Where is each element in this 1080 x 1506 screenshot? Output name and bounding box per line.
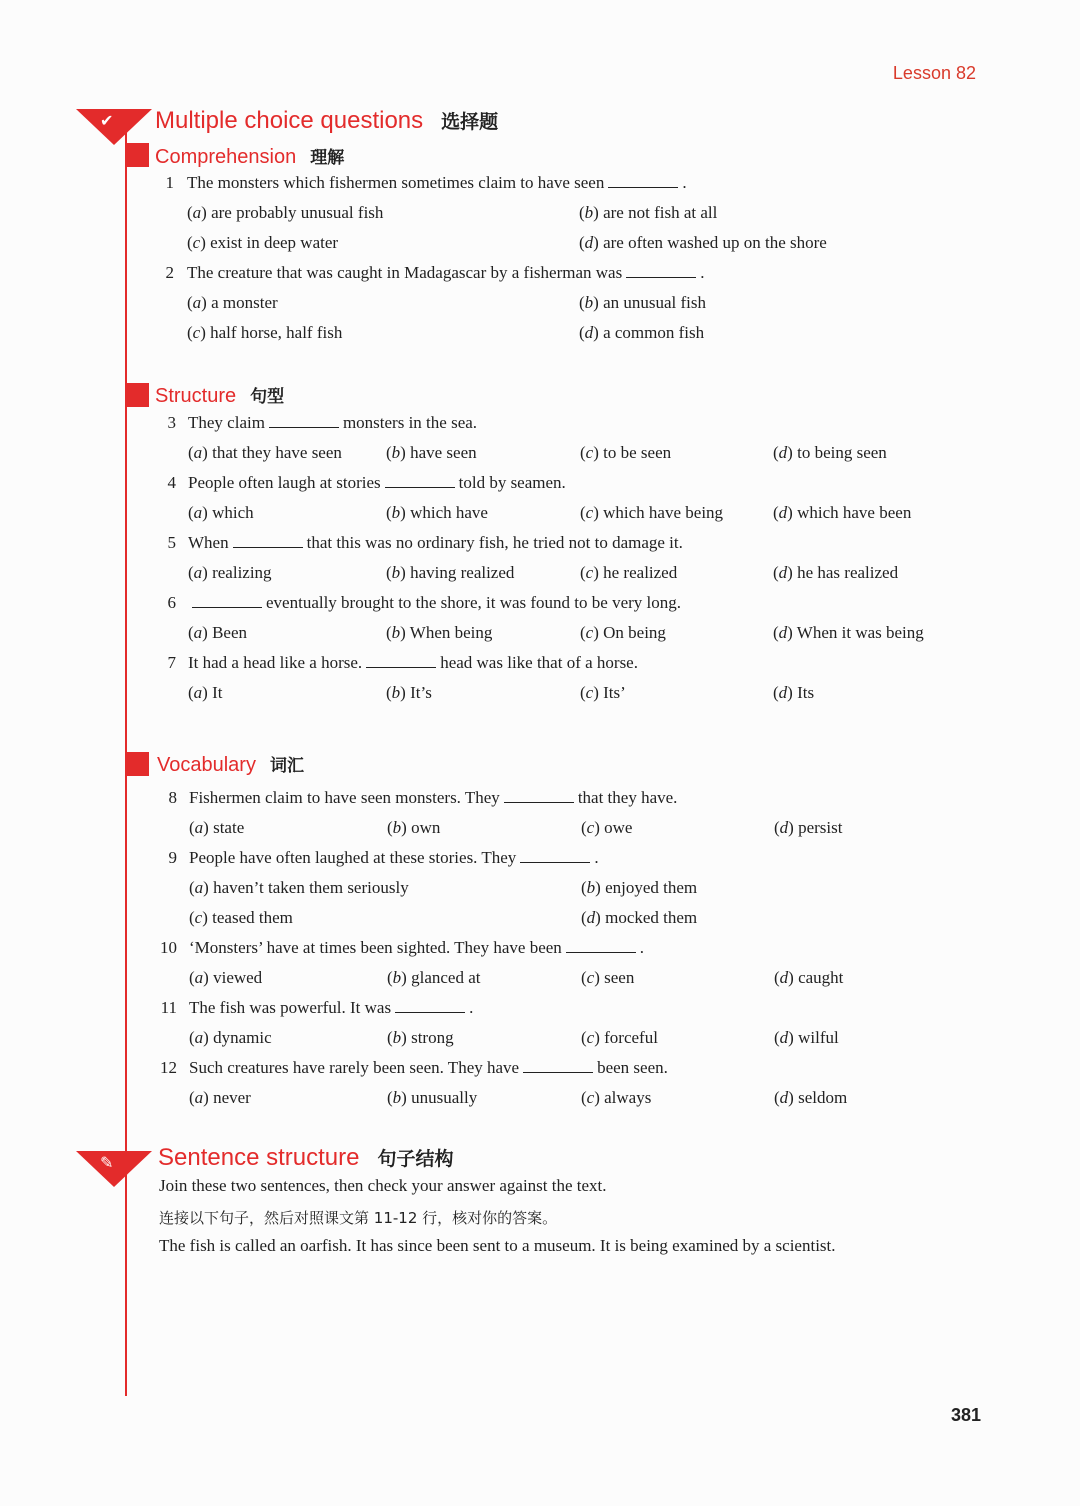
sentence-structure-title xyxy=(158,1144,453,1172)
question-stem-end: that they have. xyxy=(577,788,678,807)
option-text: On being xyxy=(603,623,666,642)
option-text: having realized xyxy=(410,563,515,582)
option-a xyxy=(189,1088,251,1108)
answer-blank xyxy=(233,535,303,548)
question-10 xyxy=(155,938,644,958)
option-letter: (c) xyxy=(187,233,211,252)
answer-blank xyxy=(523,1060,593,1073)
vocabulary-title-text: Vocabulary xyxy=(157,754,256,776)
check-icon: ✔ xyxy=(100,111,114,130)
option-letter: (a) xyxy=(189,968,214,987)
option-c xyxy=(581,968,634,988)
option-letter: (c) xyxy=(580,623,604,642)
answer-blank xyxy=(520,850,590,863)
option-text: which have being xyxy=(603,503,724,522)
pen-icon: ✎ xyxy=(100,1153,114,1172)
option-letter: (a) xyxy=(188,443,213,462)
option-text: he has realized xyxy=(797,563,899,582)
sentence-instruction: Join these two sentences, then check your answer against the text. xyxy=(159,1176,607,1195)
option-b xyxy=(387,1028,454,1048)
option-letter: (a) xyxy=(187,293,212,312)
vocabulary-title-cn: 词汇 xyxy=(269,756,304,776)
option-a xyxy=(188,563,272,583)
option-text: When being xyxy=(409,623,493,642)
question-stem: When xyxy=(188,533,229,552)
answer-blank xyxy=(385,475,455,488)
lesson-label: Lesson 82 xyxy=(892,63,976,83)
structure-title-cn: 句型 xyxy=(250,387,285,407)
question-number: 10 xyxy=(160,938,177,957)
option-b xyxy=(386,563,514,583)
option-letter: (d) xyxy=(773,503,798,522)
question-stem: The monsters which fishermen sometimes claim to have seen xyxy=(187,173,605,192)
comprehension-title-text: Comprehension xyxy=(155,146,297,168)
question-stem-end: eventually brought to the shore, it was found to be very long. xyxy=(266,593,681,612)
option-d xyxy=(774,968,843,988)
option-a xyxy=(188,503,254,523)
option-text: always xyxy=(604,1088,652,1107)
option-text: Its xyxy=(797,683,815,702)
option-text: haven’t taken them seriously xyxy=(213,878,409,897)
answer-blank xyxy=(504,790,574,803)
question-stem-end: . xyxy=(594,848,599,867)
question-number: 12 xyxy=(160,1058,177,1077)
option-text: It xyxy=(212,683,223,702)
answer-blank xyxy=(626,265,696,278)
option-text: Been xyxy=(212,623,248,642)
option-b xyxy=(386,443,477,463)
question-stem-end: told by seamen. xyxy=(458,473,566,492)
option-text: are not fish at all xyxy=(603,203,718,222)
option-text: seldom xyxy=(798,1088,848,1107)
question-stem: The fish was powerful. It was xyxy=(189,998,392,1017)
option-letter: (b) xyxy=(387,1028,412,1047)
option-a xyxy=(188,623,247,643)
answer-blank xyxy=(366,655,436,668)
option-d xyxy=(774,1028,839,1048)
option-letter: (b) xyxy=(386,563,411,582)
option-letter: (c) xyxy=(580,503,604,522)
option-a xyxy=(188,683,222,703)
option-letter: (a) xyxy=(189,878,214,897)
question-6 xyxy=(154,593,681,613)
vocabulary-title xyxy=(157,751,304,777)
question-number: 5 xyxy=(167,533,176,552)
option-text: strong xyxy=(411,1028,454,1047)
option-letter: (b) xyxy=(579,203,604,222)
question-3 xyxy=(154,413,477,433)
comprehension-title xyxy=(155,143,344,169)
question-number: 1 xyxy=(165,173,174,192)
question-number: 4 xyxy=(167,473,176,492)
option-a xyxy=(188,443,342,463)
option-text: a monster xyxy=(211,293,278,312)
option-text: seen xyxy=(604,968,635,987)
option-d xyxy=(773,443,887,463)
answer-blank xyxy=(566,940,636,953)
option-c xyxy=(187,233,338,253)
option-text: state xyxy=(213,818,245,837)
option-text: a common fish xyxy=(603,323,705,342)
option-letter: (b) xyxy=(387,968,412,987)
question-stem: The creature that was caught in Madagascar by a fisherman was xyxy=(187,263,623,282)
option-text: which xyxy=(212,503,254,522)
question-stem-end: monsters in the sea. xyxy=(342,413,478,432)
option-c xyxy=(580,563,677,583)
option-text: teased them xyxy=(212,908,293,927)
question-number: 2 xyxy=(165,263,174,282)
question-stem-end: . xyxy=(700,263,705,282)
comprehension-title-cn: 理解 xyxy=(310,148,345,168)
question-number: 6 xyxy=(167,593,176,612)
option-b xyxy=(386,503,488,523)
option-d xyxy=(773,623,924,643)
option-d xyxy=(774,1088,847,1108)
option-letter: (b) xyxy=(386,683,411,702)
option-letter: (c) xyxy=(581,968,605,987)
option-letter: (b) xyxy=(579,293,604,312)
option-text: have seen xyxy=(410,443,477,462)
option-c xyxy=(580,503,723,523)
option-a xyxy=(187,293,278,313)
question-11 xyxy=(155,998,473,1018)
option-letter: (b) xyxy=(386,503,411,522)
option-c xyxy=(580,683,626,703)
option-letter: (d) xyxy=(773,563,798,582)
question-stem-end: . xyxy=(469,998,474,1017)
option-text: exist in deep water xyxy=(210,233,339,252)
option-letter: (a) xyxy=(188,563,213,582)
option-letter: (a) xyxy=(188,503,213,522)
option-letter: (c) xyxy=(581,1028,605,1047)
question-stem: They claim xyxy=(188,413,265,432)
question-stem-end: been seen. xyxy=(597,1058,668,1077)
sentence-marker xyxy=(76,1151,152,1187)
option-letter: (d) xyxy=(581,908,606,927)
question-stem: Such creatures have rarely been seen. They have xyxy=(189,1058,520,1077)
option-letter: (c) xyxy=(580,563,604,582)
option-letter: (d) xyxy=(579,233,604,252)
option-text: which have been xyxy=(797,503,912,522)
option-text: an unusual fish xyxy=(603,293,707,312)
sentence-structure-title-text: Sentence structure xyxy=(158,1144,360,1171)
option-text: forceful xyxy=(604,1028,658,1047)
answer-blank xyxy=(608,175,678,188)
answer-blank xyxy=(395,1000,465,1013)
question-1 xyxy=(152,173,687,193)
option-text: to be seen xyxy=(603,443,672,462)
question-5 xyxy=(154,533,683,553)
question-number: 7 xyxy=(167,653,176,672)
question-number: 3 xyxy=(167,413,176,432)
option-d xyxy=(773,683,814,703)
question-stem-end: head was like that of a horse. xyxy=(440,653,638,672)
option-a xyxy=(189,968,262,988)
option-text: Its’ xyxy=(603,683,626,702)
option-letter: (d) xyxy=(773,443,798,462)
option-b xyxy=(386,683,432,703)
option-text: never xyxy=(213,1088,251,1107)
option-text: own xyxy=(411,818,441,837)
option-letter: (b) xyxy=(387,818,412,837)
option-letter: (a) xyxy=(188,683,213,702)
sentence-exercise: The fish is called an oarfish. It has since been sent to a museum. It is being examined by a scientist. xyxy=(159,1236,836,1255)
option-letter: (d) xyxy=(773,683,798,702)
option-c xyxy=(581,1088,651,1108)
option-text: unusually xyxy=(411,1088,478,1107)
option-text: which have xyxy=(410,503,488,522)
question-8 xyxy=(155,788,677,808)
option-letter: (c) xyxy=(580,443,604,462)
option-c xyxy=(581,818,632,838)
option-letter: (b) xyxy=(386,443,411,462)
question-stem: It had a head like a horse. xyxy=(188,653,363,672)
option-b xyxy=(581,878,697,898)
question-2 xyxy=(152,263,704,283)
sentence-structure-title-cn: 句子结构 xyxy=(377,1148,454,1170)
vocabulary-marker xyxy=(125,752,149,776)
question-number: 11 xyxy=(160,998,177,1017)
option-letter: (a) xyxy=(189,1088,214,1107)
option-text: dynamic xyxy=(213,1028,272,1047)
question-number: 9 xyxy=(168,848,177,867)
option-d xyxy=(774,818,842,838)
question-stem: Fishermen claim to have seen monsters. They xyxy=(189,788,500,807)
option-a xyxy=(189,878,409,898)
question-stem: People have often laughed at these stories. They xyxy=(189,848,517,867)
mcq-title-cn: 选择题 xyxy=(441,111,499,133)
option-b xyxy=(386,623,492,643)
mcq-title-text: Multiple choice questions xyxy=(155,107,424,134)
option-text: wilful xyxy=(798,1028,839,1047)
option-text: that they have seen xyxy=(212,443,342,462)
option-letter: (a) xyxy=(189,818,214,837)
option-c xyxy=(580,623,666,643)
question-4 xyxy=(154,473,566,493)
option-d xyxy=(773,503,911,523)
option-letter: (b) xyxy=(386,623,410,642)
option-c xyxy=(189,908,293,928)
option-a xyxy=(187,203,383,223)
question-stem-end: . xyxy=(639,938,645,957)
option-text: realizing xyxy=(212,563,272,582)
page-number: 381 xyxy=(950,1405,981,1425)
option-letter: (d) xyxy=(774,818,799,837)
option-b xyxy=(387,818,440,838)
structure-title-text: Structure xyxy=(155,385,237,407)
structure-title xyxy=(155,382,284,408)
question-stem-end: . xyxy=(682,173,687,192)
option-letter: (d) xyxy=(579,323,604,342)
option-letter: (d) xyxy=(774,968,799,987)
question-12 xyxy=(155,1058,668,1078)
option-text: are probably unusual fish xyxy=(211,203,384,222)
structure-marker xyxy=(125,383,149,407)
option-letter: (b) xyxy=(581,878,606,897)
option-text: mocked them xyxy=(605,908,698,927)
option-b xyxy=(387,968,480,988)
option-letter: (d) xyxy=(774,1028,799,1047)
option-c xyxy=(581,1028,658,1048)
option-letter: (b) xyxy=(387,1088,412,1107)
question-stem-end: that this was no ordinary fish, he tried not to damage it. xyxy=(306,533,683,552)
question-9 xyxy=(155,848,599,868)
option-d xyxy=(579,233,827,253)
answer-blank xyxy=(269,415,339,428)
question-7 xyxy=(154,653,638,673)
question-number: 8 xyxy=(168,788,177,807)
option-letter: (c) xyxy=(581,1088,605,1107)
option-text: glanced at xyxy=(411,968,481,987)
option-d xyxy=(579,323,704,343)
sentence-instruction-cn: 连接以下句子，然后对照课文第 11-12 行，核对你的答案。 xyxy=(159,1209,558,1227)
option-text: half horse, half fish xyxy=(210,323,343,342)
option-b xyxy=(579,203,717,223)
option-letter: (a) xyxy=(187,203,212,222)
option-text: are often washed up on the shore xyxy=(603,233,827,252)
option-d xyxy=(773,563,898,583)
comprehension-marker xyxy=(125,143,149,167)
option-letter: (c) xyxy=(189,908,213,927)
question-stem: People often laugh at stories xyxy=(188,473,381,492)
option-letter: (c) xyxy=(581,818,605,837)
option-text: owe xyxy=(604,818,633,837)
option-letter: (c) xyxy=(580,683,604,702)
option-text: he realized xyxy=(603,563,678,582)
mcq-title xyxy=(155,107,498,135)
mcq-marker xyxy=(76,109,152,145)
option-a xyxy=(189,1028,272,1048)
option-b xyxy=(387,1088,477,1108)
option-c xyxy=(580,443,671,463)
option-letter: (c) xyxy=(187,323,211,342)
option-letter: (d) xyxy=(774,1088,799,1107)
option-text: viewed xyxy=(213,968,263,987)
option-text: persist xyxy=(798,818,843,837)
option-b xyxy=(579,293,706,313)
option-text: enjoyed them xyxy=(605,878,698,897)
option-text: caught xyxy=(798,968,844,987)
option-letter: (a) xyxy=(188,623,213,642)
option-letter: (a) xyxy=(189,1028,214,1047)
option-c xyxy=(187,323,342,343)
answer-blank xyxy=(192,595,262,608)
option-d xyxy=(581,908,697,928)
question-stem: ‘Monsters’ have at times been sighted. They have been xyxy=(189,938,562,957)
option-letter: (d) xyxy=(773,623,797,642)
option-text: It’s xyxy=(410,683,432,702)
option-text: to being seen xyxy=(797,443,887,462)
option-a xyxy=(189,818,244,838)
option-text: When it was being xyxy=(796,623,924,642)
